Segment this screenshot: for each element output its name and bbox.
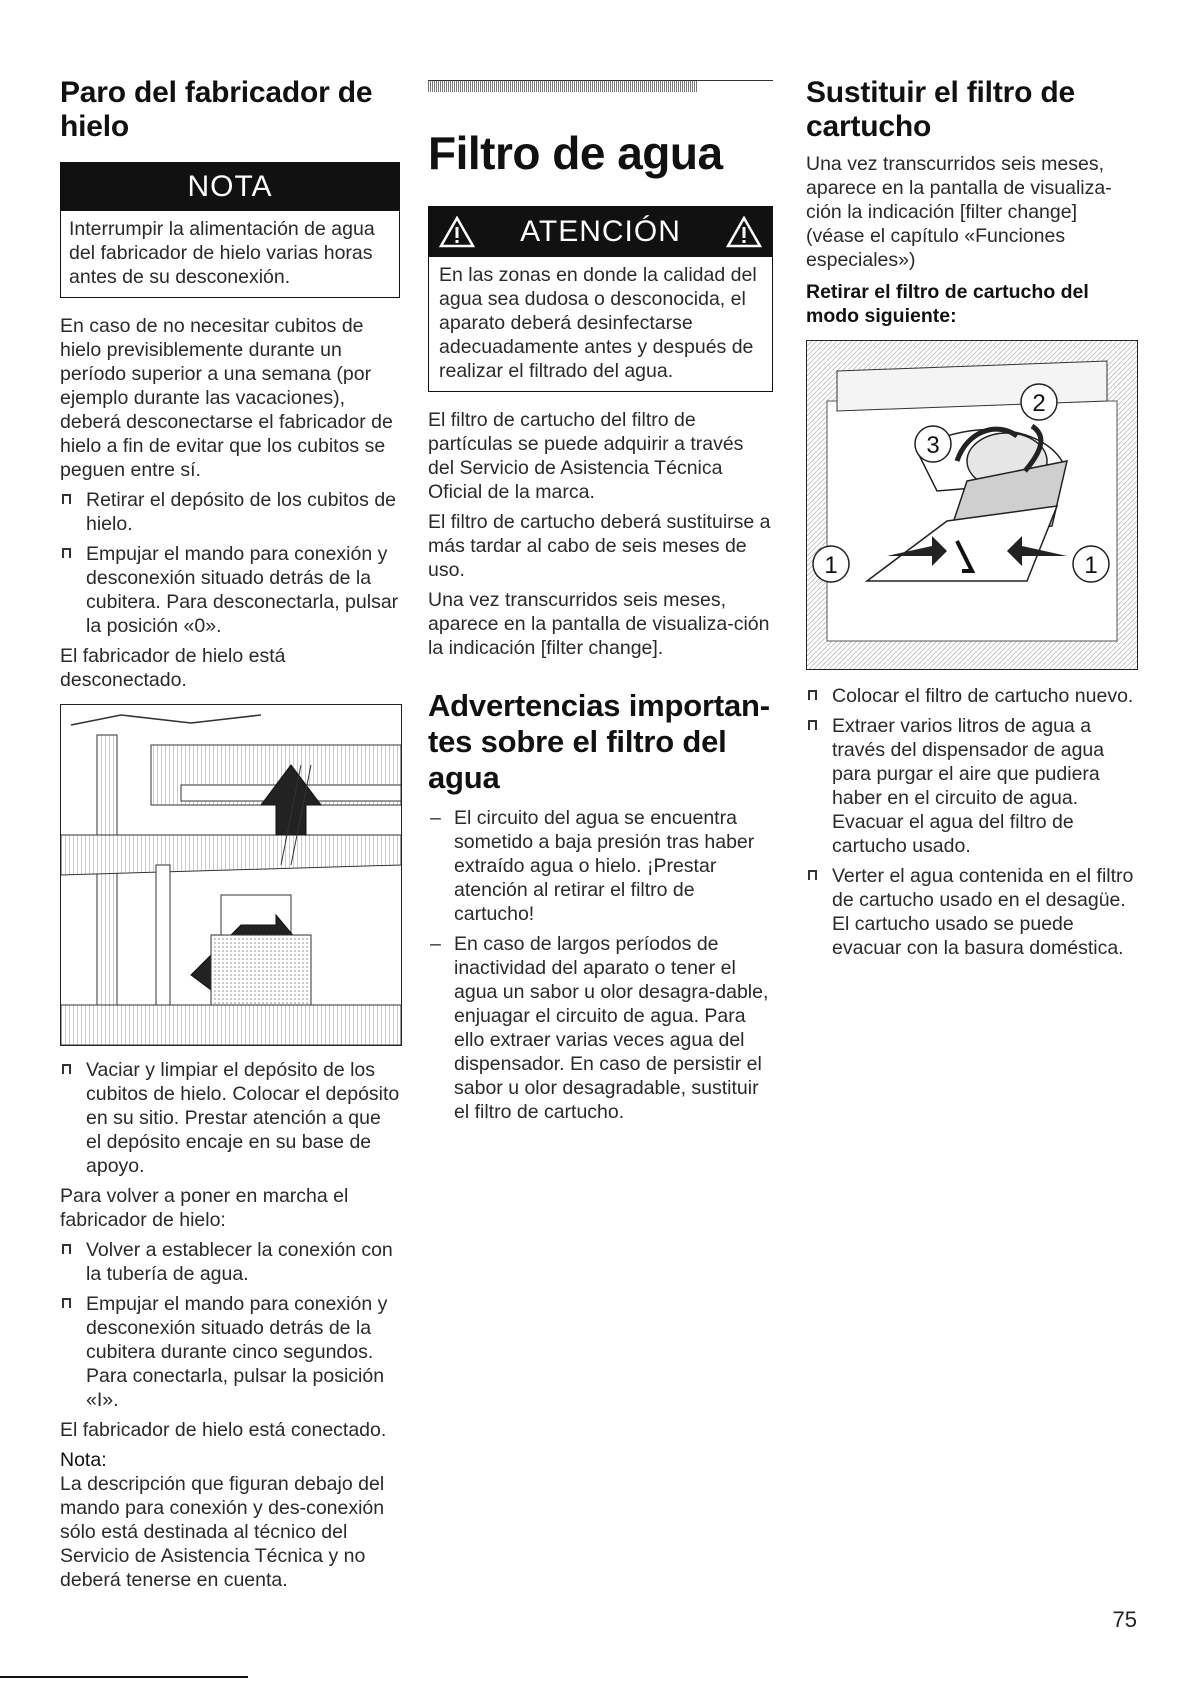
callout-1-left: 1 — [824, 552, 838, 579]
paragraph: El filtro de cartucho deberá sustituirse a más tardar al cabo de seis meses de uso. — [428, 511, 771, 581]
section-title: Paro del fabricador de hielo — [60, 76, 373, 143]
warning-triangle-icon — [726, 216, 762, 248]
column-water-filter — [428, 0, 773, 1130]
bullet-icon — [808, 690, 817, 700]
page-number: 75 — [1112, 1607, 1137, 1632]
cartridge-drawing — [807, 341, 1137, 669]
column-ice-maker-stop — [60, 0, 400, 1598]
bullet-icon — [808, 870, 817, 880]
cartridge-removal-illustration — [806, 340, 1138, 670]
subsection-title: Advertencias importan-tes sobre el filtro del agua — [428, 688, 770, 795]
warning-bar — [429, 207, 772, 257]
bullet-icon — [808, 720, 817, 730]
rule-hatch — [428, 80, 698, 92]
bullet-icon — [62, 1064, 71, 1074]
restart-intro: Para volver a poner en marcha el fabricador de hielo: — [60, 1185, 349, 1231]
status-on-text: El fabricador de hielo está conectado. — [60, 1419, 387, 1441]
intro-paragraph: En caso de no necesitar cubitos de hielo previsiblemente durante un período superior a una semana (por ejemplo durante las vacaciones), deberá desconectarse el fabricador de hielo a fin de evitar que los cubitos se peguen entre sí. — [60, 315, 393, 481]
list-item: – En caso de largos períodos de inactividad del aparato o tener el agua un sabor u olor desagra-dable, enjuagar el circuito de agua. Para ello extraer varias veces agua del dispensador. En caso de persistir el sabor u olor desagradable, sustituir el filtro de cartucho. — [430, 933, 769, 1123]
list-item: Empujar el mando para conexión y desconexión situado detrás de la cubitera. Para desconectarla, pulsar la posición «0». — [60, 542, 400, 638]
note-text: Interrumpir la alimentación de agua del fabricador de hielo varias horas antes de su desconexión. — [69, 218, 375, 288]
page-title: Filtro de agua — [428, 127, 723, 179]
note-label: NOTA — [61, 163, 399, 211]
list-item: Verter el agua contenida en el filtro de cartucho usado en el desagüe. El cartucho usado se puede evacuar con la basura doméstica. — [806, 864, 1136, 960]
bullet-icon — [62, 1244, 71, 1254]
paragraph: El filtro de cartucho del filtro de partículas se puede adquirir a través del Servicio de Asistencia Técnica Oficial de la marca. — [428, 409, 744, 503]
list-item: – El circuito del agua se encuentra sometido a baja presión tras haber extraído agua o hielo. ¡Prestar atención al retirar el filtro de cartucho! — [430, 807, 755, 925]
intro-paragraph: Una vez transcurridos seis meses, aparece en la pantalla de visualiza-ción la indicación [filter change] (véase el capítulo «Funciones especiales») — [806, 153, 1112, 271]
list-item: Volver a establecer la conexión con la tubería de agua. — [60, 1238, 400, 1286]
list-item: Colocar el filtro de cartucho nuevo. — [806, 684, 1136, 708]
footer-rule — [0, 1676, 248, 1678]
callout-1-right: 1 — [1084, 552, 1098, 579]
list-item: Extraer varios litros de agua a través del dispensador de agua para purgar el aire que pudiera haber en el circuito de agua. Evacuar el agua del filtro de cartucho usado. — [806, 714, 1136, 858]
paragraph: Una vez transcurridos seis meses, aparece en la pantalla de visualiza-ción la indicación [filter change]. — [428, 589, 770, 659]
header-rule — [428, 80, 773, 94]
bullet-icon — [62, 1298, 71, 1308]
warning-triangle-icon — [439, 216, 475, 248]
steps-heading: Retirar el filtro de cartucho del modo siguiente: — [806, 281, 1089, 327]
list-item: Retirar el depósito de los cubitos de hielo. — [60, 488, 400, 536]
warning-box — [428, 206, 773, 392]
bullet-icon — [62, 494, 71, 504]
ice-maker-drawing — [61, 705, 401, 1045]
callout-3: 3 — [926, 432, 940, 459]
ice-maker-illustration — [60, 704, 402, 1046]
section-title: Sustituir el filtro de cartucho — [806, 76, 1075, 143]
nota-heading: Nota: — [60, 1449, 107, 1471]
nota-text: La descripción que figuran debajo del mando para conexión y des-conexión sólo está destinada al técnico del Servicio de Asistencia Técnica y no deberá tenerse en cuenta. — [60, 1473, 385, 1591]
rule-line — [428, 80, 773, 81]
bullet-icon — [62, 548, 71, 558]
status-off-text: El fabricador de hielo está desconectado. — [60, 645, 286, 691]
list-item: Empujar el mando para conexión y desconexión situado detrás de la cubitera durante cinco segundos. Para conectarla, pulsar la posición «I». — [60, 1292, 400, 1412]
warning-label: ATENCIÓN — [520, 215, 681, 248]
warning-text: En las zonas en donde la calidad del agua sea dudosa o desconocida, el aparato deberá desinfectarse adecuadamente antes y después de realizar el filtrado del agua. — [439, 264, 757, 382]
callout-2: 2 — [1032, 390, 1046, 417]
note-box — [60, 162, 400, 298]
column-replace-cartridge — [806, 0, 1136, 966]
list-item: Vaciar y limpiar el depósito de los cubitos de hielo. Colocar el depósito en su sitio. Prestar atención a que el depósito encaje en su base de apoyo. — [60, 1058, 400, 1178]
